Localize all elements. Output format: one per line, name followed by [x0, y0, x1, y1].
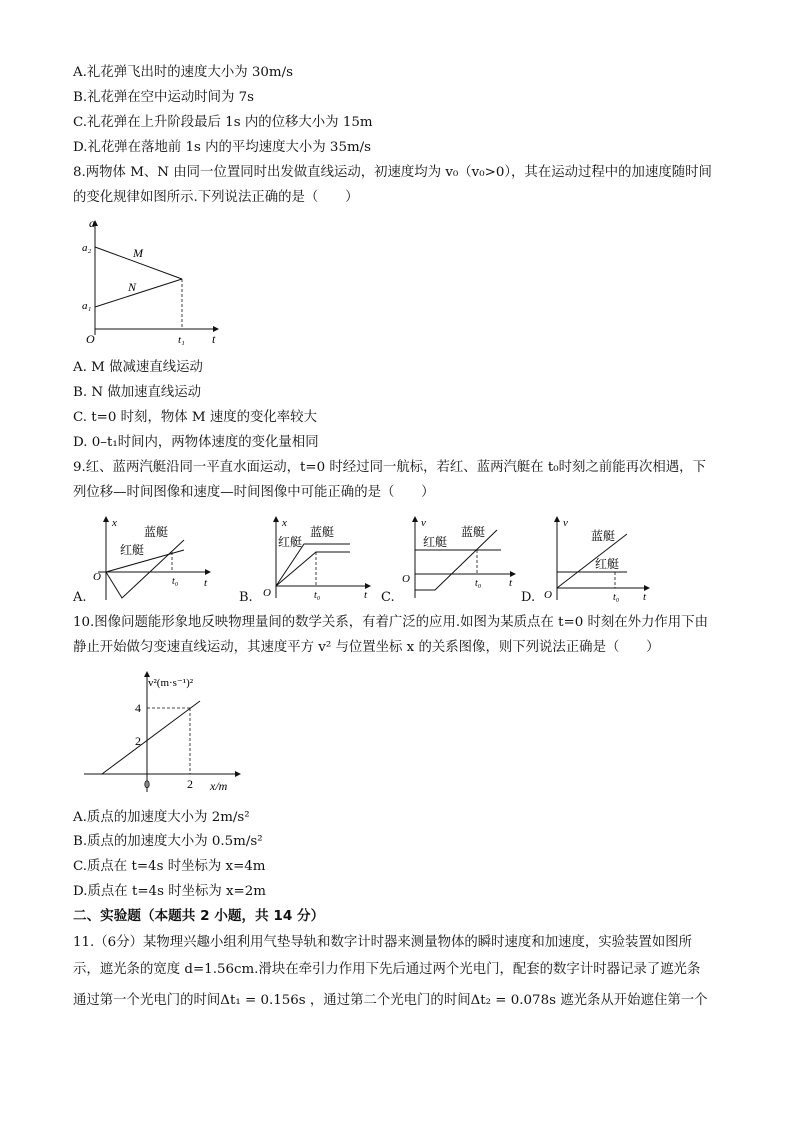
svg-text:红艇: 红艇 — [595, 557, 620, 571]
q9-option-c-letter: C. — [381, 590, 395, 605]
q8-x-label: t — [212, 332, 216, 345]
q10-option-d: D.质点在 t=4s 时坐标为 x=2m — [73, 884, 266, 899]
q9-graph-a — [88, 512, 218, 604]
q7-option-a: A.礼花弹飞出时的速度大小为 30m/s — [73, 65, 293, 80]
q10-option-b: B.质点的加速度大小为 0.5m/s² — [73, 834, 263, 849]
q11-line2: 示，遮光条的宽度 d=1.56cm.滑块在牵引力作用下先后通过两个光电门，配套的数字计时器记录了遮光条 — [73, 962, 701, 977]
svg-text:红艇: 红艇 — [278, 535, 303, 549]
svg-text:t₀: t₀ — [613, 592, 620, 603]
q9-graph-c — [397, 512, 527, 604]
q7-option-c: C.礼花弹在上升阶段最后 1s 内的位移大小为 15m — [73, 115, 373, 130]
q8-option-a: A. M 做减速直线运动 — [73, 360, 203, 375]
q7-option-b: B.礼花弹在空中运动时间为 7s — [73, 90, 255, 105]
svg-text:t: t — [509, 577, 513, 589]
svg-text:红艇: 红艇 — [120, 543, 145, 557]
q8-m-label: M — [133, 246, 143, 260]
q10-y-label: v²(m·s⁻¹)² — [148, 677, 194, 689]
q8-a2-label: a₂ — [82, 242, 92, 254]
svg-text:红艇: 红艇 — [423, 535, 448, 549]
q8-stem-line2: 的变化规律如图所示.下列说法正确的是（ ） — [73, 190, 359, 205]
svg-text:蓝艇: 蓝艇 — [144, 525, 169, 539]
q8-stem-line1: 8.两物体 M、N 由同一位置同时出发做直线运动，初速度均为 v₀（v₀>0），其在运动过程中的加速度随时间 — [73, 165, 712, 180]
q8-a1-label: a₁ — [82, 300, 92, 312]
q9-stem-line2: 列位移—时间图像和速度—时间图像中可能正确的是（ ） — [73, 485, 435, 500]
q7-option-d: D.礼花弹在落地前 1s 内的平均速度大小为 35m/s — [73, 140, 372, 155]
q9-option-d-letter: D. — [521, 590, 536, 605]
svg-text:O: O — [93, 571, 101, 583]
svg-text:t: t — [364, 589, 368, 601]
svg-text:t₀: t₀ — [314, 590, 321, 601]
q9-option-a-letter: A. — [73, 590, 87, 605]
svg-text:x: x — [112, 517, 117, 529]
svg-text:x: x — [282, 517, 287, 529]
q10-stem-line2: 静止开始做匀变速直线运动，其速度平方 v² 与位置坐标 x 的关系图像，则下列说法正确是（ ） — [73, 640, 660, 655]
q10-tick-0: 0 — [144, 777, 150, 791]
q11-line3: 通过第一个光电门的时间Δt₁ = 0.156s ，通过第二个光电门的时间Δt₂ = 0.078s 遮光条从开始遮住第一个 — [73, 993, 708, 1008]
q9-graph-d — [539, 512, 659, 604]
svg-text:蓝艇: 蓝艇 — [591, 529, 616, 543]
svg-text:v: v — [563, 517, 568, 529]
svg-text:t: t — [204, 577, 208, 589]
q8-origin: O — [86, 332, 95, 345]
svg-text:蓝艇: 蓝艇 — [461, 525, 486, 539]
svg-text:O: O — [402, 573, 410, 585]
q9-option-b-letter: B. — [239, 590, 253, 605]
q10-tick-2: 2 — [135, 734, 141, 748]
q8-line-n — [95, 279, 182, 307]
q10-option-a: A.质点的加速度大小为 2m/s² — [73, 810, 250, 825]
svg-text:O: O — [263, 587, 271, 599]
q8-option-b: B. N 做加速直线运动 — [73, 385, 202, 400]
q8-option-c: C. t=0 时刻，物体 M 速度的变化率较大 — [73, 410, 317, 425]
svg-text:v: v — [421, 517, 426, 529]
q11-line1: 11.（6分）某物理兴趣小组利用气垫导轨和数字计时器来测量物体的瞬时速度和加速度，实验装置如图所 — [73, 935, 692, 950]
q10-data-line — [102, 701, 200, 774]
q8-y-label: a — [89, 216, 95, 230]
svg-text:t₀: t₀ — [172, 576, 179, 587]
q10-tick-4: 4 — [135, 701, 141, 715]
q10-option-c: C.质点在 t=4s 时坐标为 x=4m — [73, 859, 266, 874]
svg-text:蓝艇: 蓝艇 — [310, 525, 335, 539]
q8-t1-label: t₁ — [178, 334, 185, 345]
svg-text:t₀: t₀ — [475, 578, 482, 589]
q9-b-blue-line — [276, 544, 350, 586]
q8-n-label: N — [128, 280, 137, 294]
svg-text:O: O — [544, 589, 552, 601]
section-2-title: 二、实验题（本题共 2 小题，共 14 分） — [73, 908, 325, 924]
q9-graph-b — [258, 512, 378, 604]
q8-option-d: D. 0–t₁时间内，两物体速度的变化量相同 — [73, 435, 319, 450]
q10-stem-line1: 10.图像问题能形象地反映物理量间的数学关系，有着广泛的应用.如图为某质点在 t=0 时刻在外力作用下由 — [73, 615, 708, 630]
svg-text:t: t — [643, 591, 647, 603]
q9-stem-line1: 9.红、蓝两汽艇沿同一平直水面运动，t=0 时经过同一航标，若红、蓝两汽艇在 t₀时刻之前能再次相遇，下 — [73, 460, 706, 475]
q10-tick-x2: 2 — [187, 777, 193, 791]
q10-x-label: x/m — [210, 779, 228, 793]
q10-v2-x-graph — [80, 664, 250, 800]
q8-acceleration-graph — [78, 213, 228, 345]
